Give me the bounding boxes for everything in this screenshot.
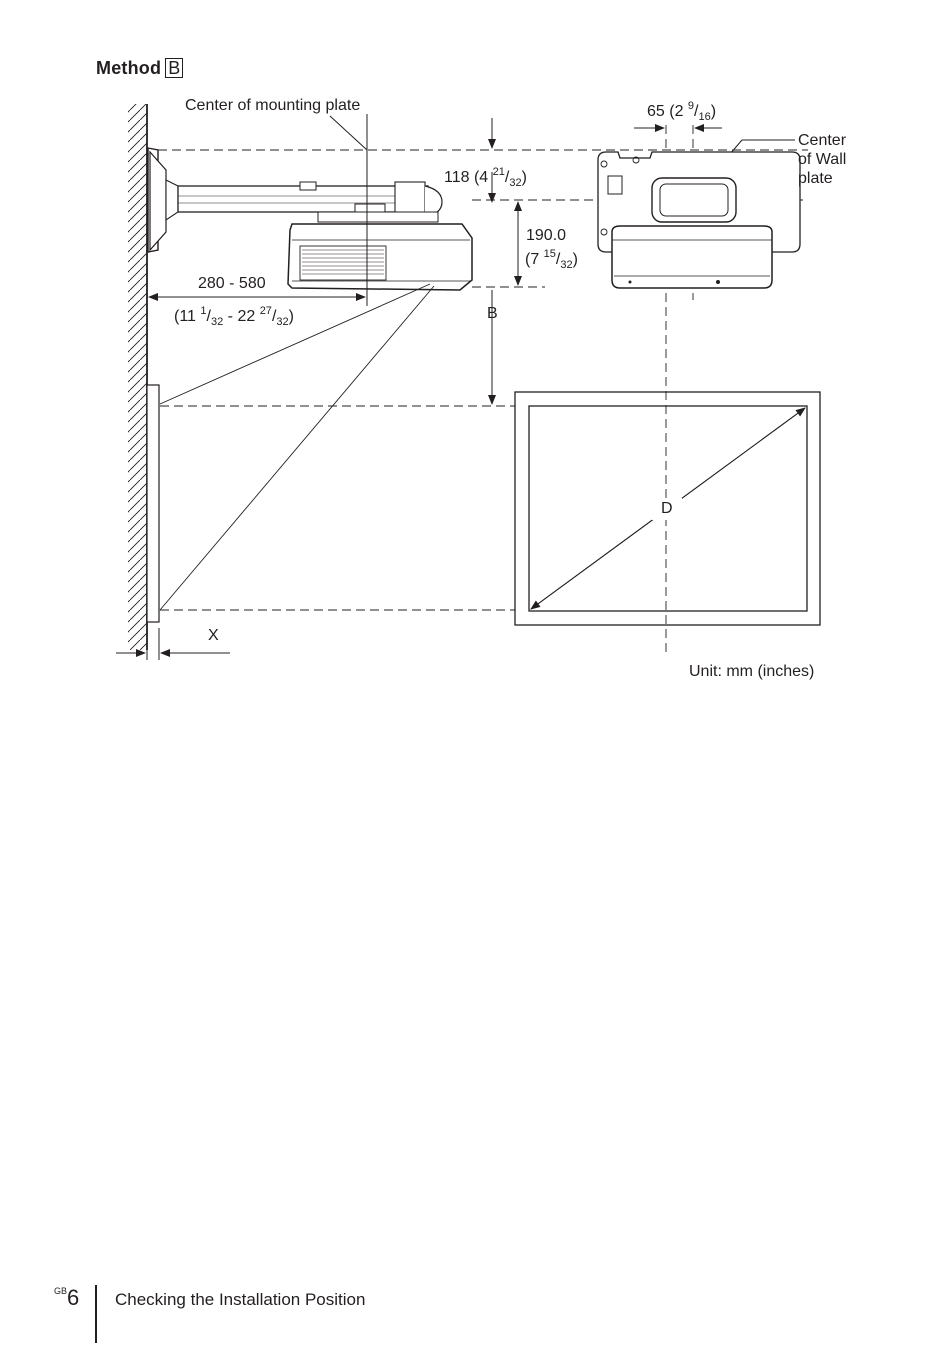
page-number-value: 6 <box>67 1285 80 1310</box>
dim-190-line2 <box>525 245 578 275</box>
dim-280-slash2: / <box>271 308 277 325</box>
center-wall-plate-line2: of Wall <box>798 151 847 168</box>
dim-280-num2: 27 <box>259 305 272 317</box>
dim-118-close: ) <box>521 169 527 186</box>
dim-65-den: 16 <box>698 111 711 123</box>
dim-65-num: 9 <box>687 100 695 112</box>
dim-190-line1: 190.0 <box>526 227 567 244</box>
dim-118-den: 32 <box>509 177 522 189</box>
dim-280-inches-label <box>174 302 294 332</box>
center-wall-plate-line1: Center <box>798 132 847 149</box>
dim-65-slash: / <box>694 103 699 120</box>
dim-280-mid: - 22 <box>223 308 260 325</box>
wall <box>128 104 147 650</box>
projector-side-view <box>148 148 472 290</box>
dim-280-den2: 32 <box>276 316 289 328</box>
unit-note: Unit: mm (inches) <box>689 663 815 680</box>
region-code: GB <box>54 1286 68 1296</box>
dim-190-main: (7 <box>525 251 544 268</box>
dim-190-close: ) <box>572 251 578 268</box>
dim-280-num1: 1 <box>200 305 207 317</box>
dim-280-den1: 32 <box>210 316 224 328</box>
dim-280-open: (11 <box>174 308 201 325</box>
projector-front-view <box>598 152 800 288</box>
center-mounting-plate-label: Center of mounting plate <box>185 97 361 114</box>
center-wall-plate-line3: plate <box>798 170 833 187</box>
dim-118-slash: / <box>504 169 510 186</box>
screen-side <box>147 385 159 622</box>
dim-280-close: ) <box>288 308 294 325</box>
method-letter-box: B <box>165 58 183 78</box>
dim-190-slash: / <box>555 251 561 268</box>
dim-190-num: 15 <box>543 248 556 260</box>
dim-118-label <box>444 163 527 193</box>
footer-divider <box>95 1285 97 1343</box>
dim-65-main: 65 (2 <box>647 103 688 120</box>
section-title: Checking the Installation Position <box>115 1290 366 1309</box>
dim-280-label: 280 - 580 <box>198 275 266 292</box>
dimension-x-label: X <box>208 627 219 644</box>
dim-280-slash1: / <box>206 308 211 325</box>
dim-190-den: 32 <box>560 259 573 271</box>
diagonal-d-label: D <box>661 500 673 517</box>
projection-rays <box>160 284 434 610</box>
center-wall-plate-label <box>798 131 846 188</box>
method-label: Method <box>96 58 162 78</box>
dim-65-close: ) <box>710 103 717 120</box>
dim-65-label <box>647 97 716 127</box>
page-number <box>54 1285 79 1311</box>
dim-118-main: 118 (4 <box>444 169 493 186</box>
dimension-b-label: B <box>487 305 498 322</box>
dim-118-num: 21 <box>492 166 505 178</box>
